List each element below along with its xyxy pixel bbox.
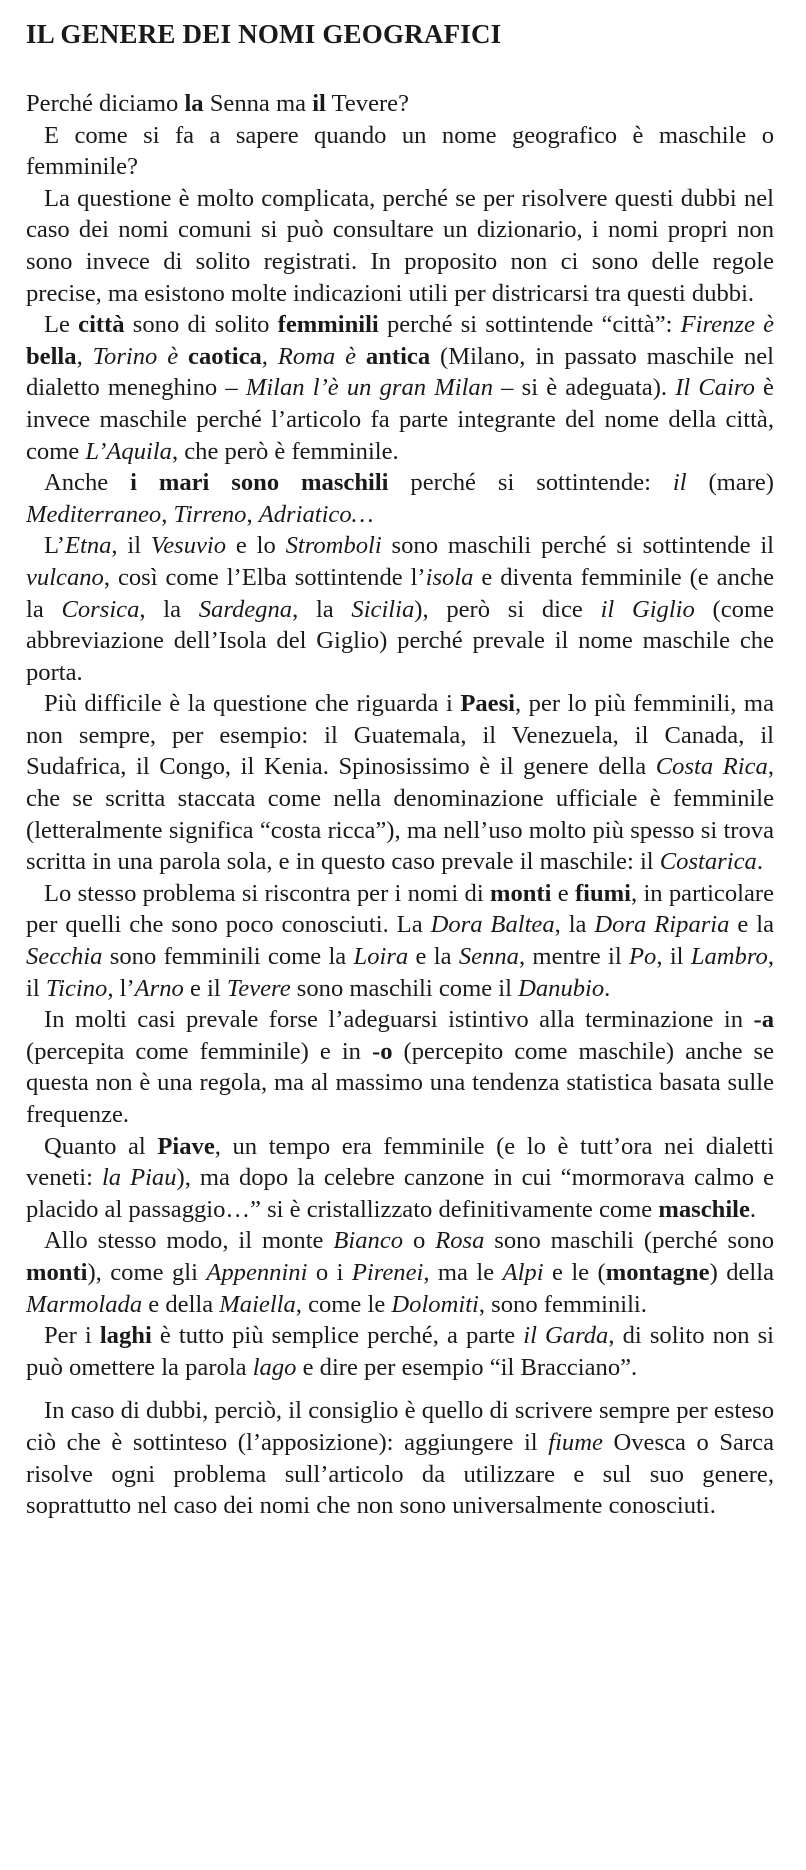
bold-text: città [78,311,125,339]
italic-text: Bianco [333,1227,404,1255]
bold-text: monti [489,879,552,907]
italic-text: Dora Baltea [430,911,555,939]
text-run: , ma le [423,1258,503,1286]
text-run: . [604,974,611,1002]
bold-text: Piave [157,1132,215,1160]
text-run: perché si sottintende “città”: [378,311,681,339]
text-run: , in particolare per quelli che sono poco conosciuti. La [26,879,774,939]
text-run: ), ma dopo la celebre canzone in cui “mormorava calmo e placido al passaggio…” si è cristallizzato definitivamente come [26,1164,774,1223]
paragraph [26,1395,774,1521]
italic-text: il Giglio [600,595,695,623]
paragraph [26,183,774,309]
italic-text: Danubio [518,974,605,1002]
italic-text: Rosa [435,1227,485,1255]
italic-text: Ticino [45,974,108,1002]
paragraph [26,88,774,120]
italic-text: Alpi [502,1258,544,1286]
bold-text: maschile [658,1195,750,1223]
text-run: e [551,879,575,907]
text-run: Le [44,311,79,339]
text-run: , [246,500,259,528]
text-run: , che però è femminile. [171,437,399,465]
paragraph [26,120,774,183]
italic-text: Vesuvio [150,532,227,560]
text-run: Anche [44,469,131,497]
paragraph [26,1320,774,1383]
paragraph [26,878,774,1004]
text-run: , per lo più femminili, ma non sempre, per esempio: il Guatemala, il Venezuela, il Canada, il Sudafrica, il Congo, il Kenia. Spinosissimo è il genere della [26,690,774,781]
italic-text: Il Cairo [675,374,755,402]
italic-text: Marmolada [26,1290,143,1318]
italic-text: Sicilia [351,595,415,623]
bold-text: caotica [188,342,262,370]
bold-text: la [184,90,204,117]
text-run: , [161,500,174,528]
bold-text: montagne [605,1258,710,1286]
bold-text: -o [372,1037,393,1065]
italic-text: Costarica [659,848,757,876]
text-run: , sono femminili. [478,1290,647,1318]
italic-text: Appennini [206,1258,308,1286]
text-run: , l’ [107,974,135,1002]
paragraph [26,1004,774,1130]
text-run: , come le [295,1290,392,1318]
italic-text: Senna [458,943,519,971]
paragraph [26,530,774,688]
italic-text: Corsica [61,595,140,623]
text-run: Quanto al [44,1132,158,1160]
document-body [26,88,774,1522]
text-run: Per i [44,1322,100,1350]
text-run: , mentre il [518,943,630,971]
italic-text: Adriatico… [258,500,374,528]
document-title: IL GENERE DEI NOMI GEOGRAFICI [26,19,502,49]
italic-text: Stromboli [285,532,382,560]
text-run: e della [142,1290,220,1318]
text-run: , la [554,911,595,939]
italic-text: isola [425,563,474,591]
text-run: è tutto più semplice perché, a parte [151,1322,524,1350]
italic-text: Costa Rica [655,753,768,781]
paragraph [26,309,774,467]
text-run: ) della [709,1258,774,1286]
italic-text: L’Aquila [85,437,172,465]
italic-text: Arno [134,974,184,1002]
italic-text: Tevere [226,974,291,1002]
text-run: La questione è molto complicata, perché se per risolvere questi dubbi nel caso dei nomi comuni si può consultare un dizionario, i nomi propri non sono invece di solito registrati. In proposito non ci sono delle regole precise, ma esistono molte indicazioni utili per districarsi tra questi dubbi. [26,184,774,307]
text-run: (percepito come maschile) anche se questa non è una regola, ma al massimo una tendenza statistica basata sulle frequenze. [26,1037,774,1128]
text-run: ), come gli [87,1258,207,1286]
text-run: E come si fa a sapere quando un nome geografico è maschile o femminile? [26,121,774,181]
italic-text: la Piau [101,1164,177,1192]
italic-text: Maiella [219,1290,296,1318]
text-run: sono femminili come la [102,943,354,971]
text-run: e dire per esempio “il Bracciano”. [296,1353,638,1381]
italic-text: lago [252,1353,297,1381]
text-run: (percepita come femminile) e in [26,1037,372,1065]
text-run: , un tempo era femminile (e lo è tutt’ora nei dialetti veneti: [26,1132,774,1192]
bold-text: femminili [277,311,379,339]
text-run: sono di solito [124,311,278,339]
bold-text: Paesi [460,690,515,718]
text-run: Senna ma [203,90,313,117]
text-run: , la [139,595,199,623]
text-run: sono maschili perché si sottintende il [381,532,774,560]
italic-text: Dolomiti [391,1290,479,1318]
italic-text: Sardegna [198,595,293,623]
text-run: , la [292,595,352,623]
text-run: o i [307,1258,352,1286]
bold-text: -a [753,1006,774,1034]
italic-text: Firenze è [680,311,774,339]
paragraph [26,467,774,530]
bold-text: antica [365,342,431,370]
italic-text: Mediterraneo [26,500,162,528]
text-run: ), però si dice [414,595,601,623]
text-run: Ovesca o Sarca risolve ogni problema sull’articolo da utilizzare e sul suo genere, soprattutto nel caso dei nomi che non sono universalmente conosciuti. [26,1428,774,1520]
text-run: perché si sottintende: [388,469,673,497]
text-run: e la [408,943,459,971]
bold-text: il [312,90,326,117]
italic-text: il Garda [523,1322,609,1350]
paragraph [26,1131,774,1226]
text-run: Lo stesso problema si riscontra per i nomi di [44,879,490,907]
italic-text: Loira [353,943,409,971]
text-run: , così come l’Elba sottintende l’ [103,563,426,591]
italic-text: Dora Riparia [594,911,730,939]
italic-text: vulcano [26,563,104,591]
text-run: e il [183,974,227,1002]
text-run: è invece maschile perché l’articolo fa parte integrante del nome della città, come [26,374,774,465]
text-run: e le ( [543,1258,606,1286]
bold-text: i mari sono maschili [130,469,389,497]
italic-text: , Torino è [76,342,189,370]
text-run: e la [729,911,774,939]
text-run: o [403,1227,436,1255]
text-run: , che se scritta staccata come nella denominazione ufficiale è femminile (letteralmente significa “costa ricca”), ma nell’uso molto più spesso si trova scritta in una parola sola, e in questo caso prevale il maschile: il [26,753,775,876]
text-run: , il [26,943,774,1002]
text-run: (mare) [686,469,774,497]
text-run: Tevere? [325,90,410,117]
italic-text: Pirenei [351,1258,424,1286]
italic-text: , Roma è [261,342,366,370]
paragraph [26,688,774,878]
text-run: e lo [226,532,286,560]
text-run: , il [656,943,691,971]
italic-text: Lambro [690,943,768,971]
text-run: , di solito non si può omettere la parola [26,1322,775,1381]
bold-text: fiumi [574,879,631,907]
italic-text: Etna [64,532,112,560]
text-run: . [756,848,763,876]
text-run: – si è adeguata). [493,374,676,402]
text-run: . [749,1195,757,1223]
text-run: L’ [44,532,65,560]
paragraph [26,1225,774,1320]
italic-text: Po [629,943,657,971]
italic-text: fiume [548,1428,603,1456]
text-run: Perché diciamo [26,90,185,117]
italic-text: Milan l’è un gran Milan [245,374,494,402]
text-run: In caso di dubbi, perciò, il consiglio è quello di scrivere sempre per esteso ciò che è sottinteso (l’apposizione): aggiungere il [26,1397,774,1456]
bold-text: laghi [99,1322,152,1350]
text-run: In molti casi prevale forse l’adeguarsi istintivo alla terminazione in [44,1006,754,1034]
bold-text: monti [26,1258,88,1286]
text-run: (come abbreviazione dell’Isola del Giglio) perché prevale il nome maschile che porta. [26,595,774,686]
text-run: sono maschili come il [290,974,519,1002]
italic-text: Secchia [26,943,103,971]
text-run: (Milano, in passato maschile nel dialetto meneghino – [26,342,774,402]
bold-text: bella [26,342,77,370]
italic-text: il [672,469,687,497]
text-run: e diventa femminile (e anche la [26,563,774,623]
text-run: Allo stesso modo, il monte [44,1227,334,1255]
text-run: Più difficile è la questione che riguarda i [44,690,461,718]
text-run: , il [111,532,151,560]
text-run: sono maschili (perché sono [484,1227,775,1255]
italic-text: Tirreno [173,500,247,528]
